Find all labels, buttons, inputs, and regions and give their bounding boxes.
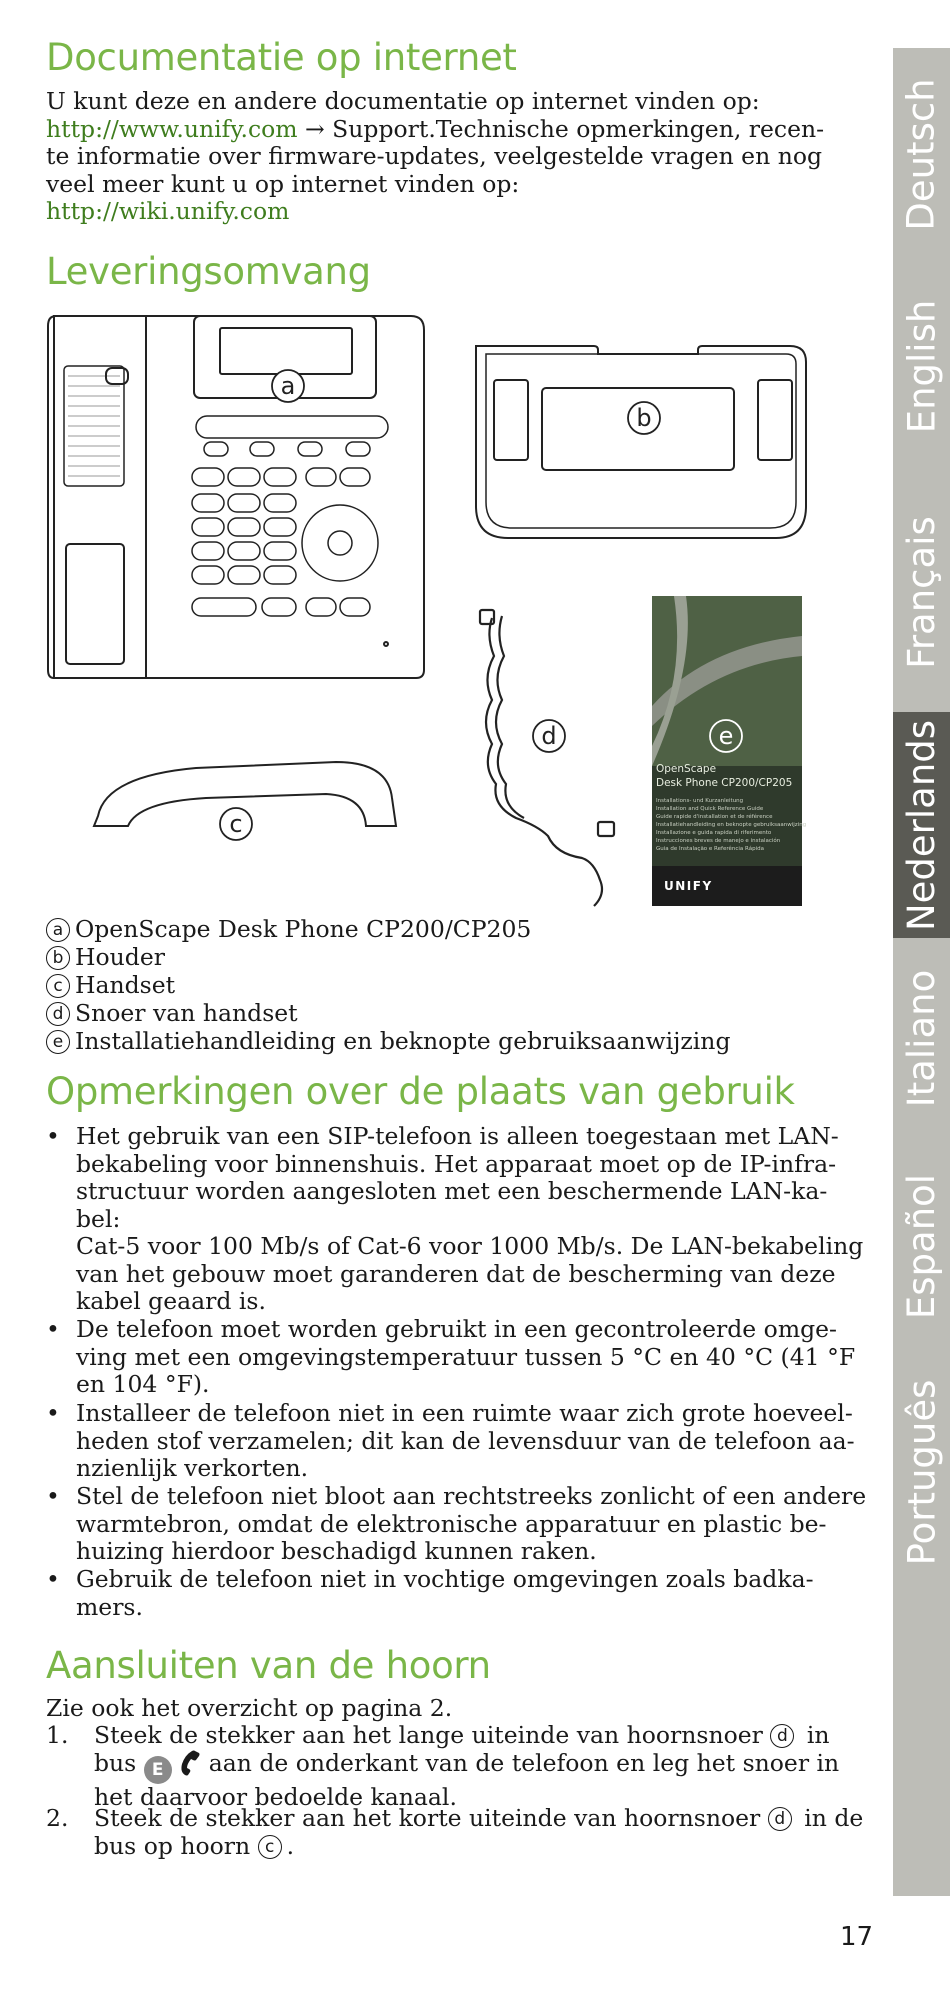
- link-wiki[interactable]: http://wiki.unify.com: [46, 197, 290, 225]
- handset-icon: [179, 1750, 201, 1776]
- usage-bullet: • Het gebruik van een SIP-telefoon is alleen toegestaan met LAN- bekabeling voor binnenshuis. Het apparaat moet op de IP-infra- structuur worden aangesloten met een beschermende LAN-ka- bel: Cat-5 voor 100 Mb/s of Cat-6 voor 1000 Mb/s. De LAN-bekabeling van het gebouw moet garanderen dat de bescherming van deze kabel geaard is.: [46, 1122, 864, 1315]
- tab-francais[interactable]: Français: [900, 515, 943, 669]
- booklet-line: Guide rapide d'installation et de référence: [656, 814, 773, 820]
- link-unify[interactable]: http://www.unify.com: [46, 114, 298, 143]
- booklet-title-2: Desk Phone CP200/CP205: [656, 777, 793, 789]
- scope-item-d: d Snoer van handset: [46, 1000, 298, 1027]
- port-e-badge: E: [144, 1756, 172, 1784]
- heading-documentation: Documentatie op internet: [46, 36, 517, 79]
- heading-scope: Leveringsomvang: [46, 250, 371, 293]
- scope-item-e: e Installatiehandleiding en beknopte gebruiksaanwijzing: [46, 1028, 731, 1055]
- usage-bullet: • Stel de telefoon niet bloot aan rechtstreeks zonlicht of een andere warmtebron, omdat de elektronische apparatuur en plastic be- huizing hierdoor beschadigd kunnen raken.: [46, 1482, 867, 1565]
- booklet-line: Installation and Quick Reference Guide: [656, 806, 764, 812]
- language-tabs: [893, 48, 950, 1896]
- figure-label-d: d: [541, 722, 557, 750]
- scope-item-a: a OpenScape Desk Phone CP200/CP205: [46, 916, 531, 943]
- tab-italiano[interactable]: Italiano: [900, 969, 944, 1107]
- tab-nederlands[interactable]: Nederlands: [893, 712, 950, 938]
- usage-bullet: • Installeer de telefoon niet in een ruimte waar zich grote hoeveel- heden stof verzamelen; dit kan de levensduur van de telefoon aa- nzienlijk verkorten.: [46, 1399, 855, 1482]
- connect-intro: Zie ook het overzicht op pagina 2.: [46, 1694, 453, 1722]
- heading-usage: Opmerkingen over de plaats van gebruik: [46, 1070, 795, 1113]
- stand-illustration: [476, 346, 806, 538]
- documentation-text: U kunt deze en andere documentatie op internet vinden op: http://www.unify.com → Support.Technische opmerkingen, recen- te informatie over firmware-updates, veelgestelde vragen en nog veel meer kunt u op internet vinden op: http://wiki.unify.com: [46, 87, 825, 225]
- booklet-brand: UNIFY: [664, 879, 713, 893]
- booklet-line: Instrucciones breves de manejo e instalación: [656, 838, 781, 844]
- booklet-line: Installations- und Kurzanleitung: [656, 798, 744, 804]
- booklet-line: Guia de Instalação e Referência Rápida: [656, 846, 764, 852]
- figure-label-e: e: [718, 722, 734, 750]
- figure-label-c: c: [229, 810, 243, 838]
- tab-portugues[interactable]: Português: [900, 1379, 943, 1565]
- heading-connect: Aansluiten van de hoorn: [46, 1644, 491, 1687]
- page-number: 17: [840, 1922, 874, 1952]
- phone-illustration: [48, 316, 424, 678]
- scope-item-c: c Handset: [46, 972, 175, 999]
- booklet-line: Installazione e guida rapida di riferimento: [656, 830, 772, 836]
- figure-label-a: a: [280, 372, 296, 400]
- connect-step-1: 1. Steek de stekker aan het lange uiteinde van hoornsnoer d in bus E aan de onderkant van de telefoon en leg het snoer in het daarvoor bedoelde kanaal.: [46, 1721, 840, 1811]
- figure-label-b: b: [636, 404, 652, 432]
- scope-figure: [46, 306, 846, 916]
- connect-step-2: 2. Steek de stekker aan het korte uiteinde van hoornsnoer d in de bus op hoorn c .: [46, 1804, 864, 1860]
- scope-illustration: [46, 306, 846, 916]
- tab-deutsch[interactable]: Deutsch: [900, 77, 944, 231]
- usage-bullet: • Gebruik de telefoon niet in vochtige omgevingen zoals badka- mers.: [46, 1565, 814, 1621]
- usage-bullet: • De telefoon moet worden gebruikt in een gecontroleerde omge- ving met een omgevingstemperatuur tussen 5 °C en 40 °C (41 °F en 104 °F).: [46, 1315, 856, 1398]
- booklet-title-1: OpenScape: [656, 763, 717, 775]
- booklet-line: Installatiehandleiding en beknopte gebruiksaanwijzing: [656, 822, 807, 828]
- tab-espanol[interactable]: Español: [900, 1173, 943, 1319]
- tab-english[interactable]: English: [900, 299, 944, 433]
- cord-illustration: [480, 610, 614, 906]
- scope-item-b: b Houder: [46, 944, 165, 971]
